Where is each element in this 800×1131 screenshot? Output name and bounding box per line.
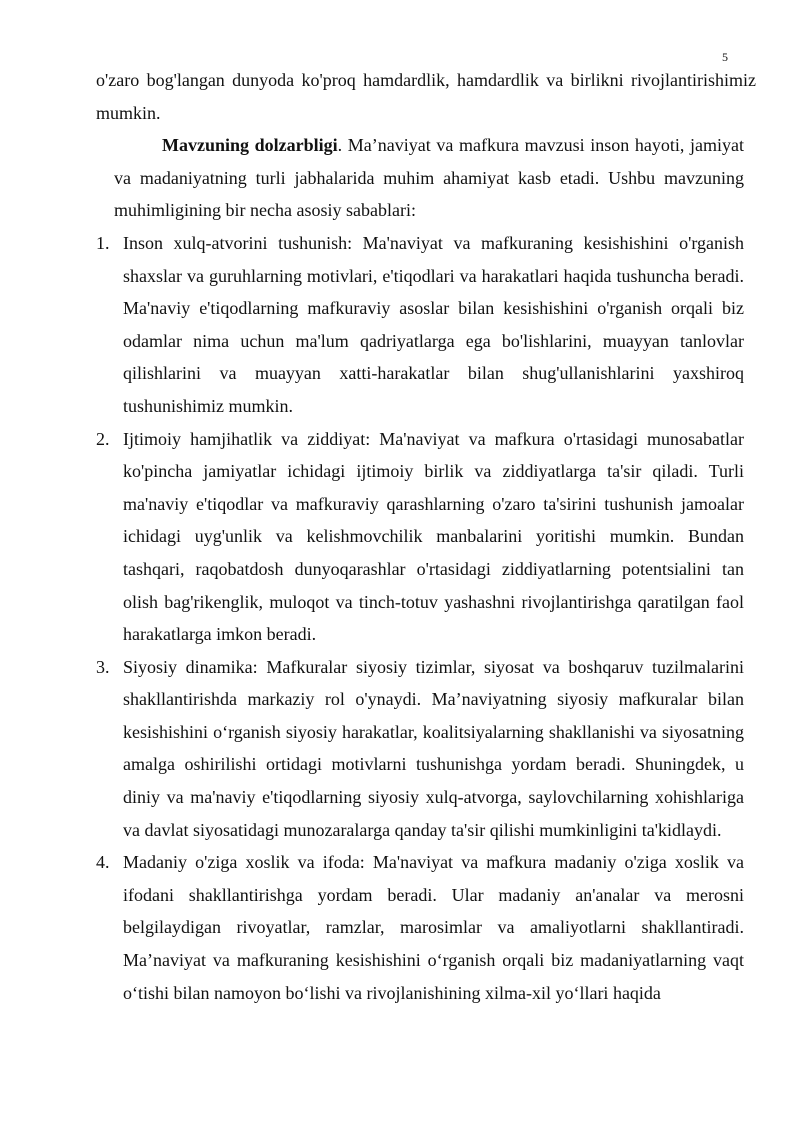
relevance-paragraph: [96, 129, 756, 227]
list-item: [96, 846, 756, 1009]
list-item-number: 4.: [96, 852, 110, 873]
reasons-list: [96, 227, 756, 1009]
list-item: [96, 651, 756, 847]
list-item-number: 3.: [96, 656, 110, 677]
section-title: Mavzuning dolzarbligi: [162, 135, 338, 156]
list-item-number: 2.: [96, 428, 110, 449]
list-item-text: Inson xulq-atvorini tushunish: Ma'naviyat va mafkuraning kesishishini o'rganish shaxslar va guruhlarning motivlari, e'tiqodlari va harakatlari haqida tushuncha beradi. Ma'naviy e'tiqodlarning mafkuraviy asoslar bilan kesishishini o'rganish orqali biz odamlar nima uchun ma'lum qadriyatlarga ega bo'lishlarini, muayyan tanlovlar qilishlarini va muayyan xatti-harakatlar bilan shug'ullanishlarini yaxshiroq tushunishimiz mumkin.: [123, 232, 744, 416]
list-item-text: Siyosiy dinamika: Mafkuralar siyosiy tizimlar, siyosat va boshqaruv tuzilmalarini shakllantirishda markaziy rol o'ynaydi. Ma’naviyatning siyosiy mafkuralar bilan kesishishini o‘rganish siyosiy harakatlar, koalitsiyalarning shakllanishi va siyosatning amalga oshirilishi ortidagi motivlarni tushunishga yordam beradi. Shuningdek, u diniy va ma'naviy e'tiqodlarning siyosiy xulq-atvorga, saylovchilarning xohishlariga va davlat siyosatidagi munozaralarga qanday ta'sir qilishi mumkinligini ta'kidlaydi.: [123, 656, 744, 840]
list-item-text: Ijtimoiy hamjihatlik va ziddiyat: Ma'naviyat va mafkura o'rtasidagi munosabatlar ko'pincha jamiyatlar ichidagi ijtimoiy birlik va ziddiyatlarga ta'sir qiladi. Turli ma'naviy e'tiqodlar va mafkuraviy qarashlarning o'zaro ta'sirini tushunish jamoalar ichidagi uyg'unlik va kelishmovchilik manbalarini yoritishi mumkin. Bundan tashqari, raqobatdosh dunyoqarashlar o'rtasidagi ziddiyatlarning potentsialini tan olish bag'rikenglik, muloqot va tinch-totuv yashashni rivojlantirishga qaratilgan faol harakatlarga imkon beradi.: [123, 428, 744, 645]
list-item-text: Madaniy o'ziga xoslik va ifoda: Ma'naviyat va mafkura madaniy o'ziga xoslik va ifodani shakllantirishga yordam beradi. Ular madaniy an'analar va merosni belgilaydigan rivoyatlar, ramzlar, marosimlar va amaliyotlarni shakllantiradi. Ma’naviyat va mafkuraning kesishishini o‘rganish orqali biz madaniyatlarning vaqt o‘tishi bilan namoyon bo‘lishi va rivojlanishining xilma-xil yo‘llari haqida: [123, 852, 744, 1003]
section-text: . Ma’naviyat va mafkura mavzusi inson hayoti, jamiyat va madaniyatning turli jabhalarida muhim ahamiyat kasb etadi. Ushbu mavzuning muhimligining bir necha asosiy sabablari:: [114, 135, 745, 221]
intro-continuation-paragraph: o'zaro bog'langan dunyoda ko'proq hamdardlik, hamdardlik va birlikni rivojlantirishimiz mumkin.: [96, 70, 756, 123]
list-item-number: 1.: [96, 232, 110, 253]
document-body: [96, 64, 756, 1009]
page-number: 5: [722, 50, 728, 64]
list-item: [96, 227, 756, 423]
list-item: [96, 423, 756, 651]
